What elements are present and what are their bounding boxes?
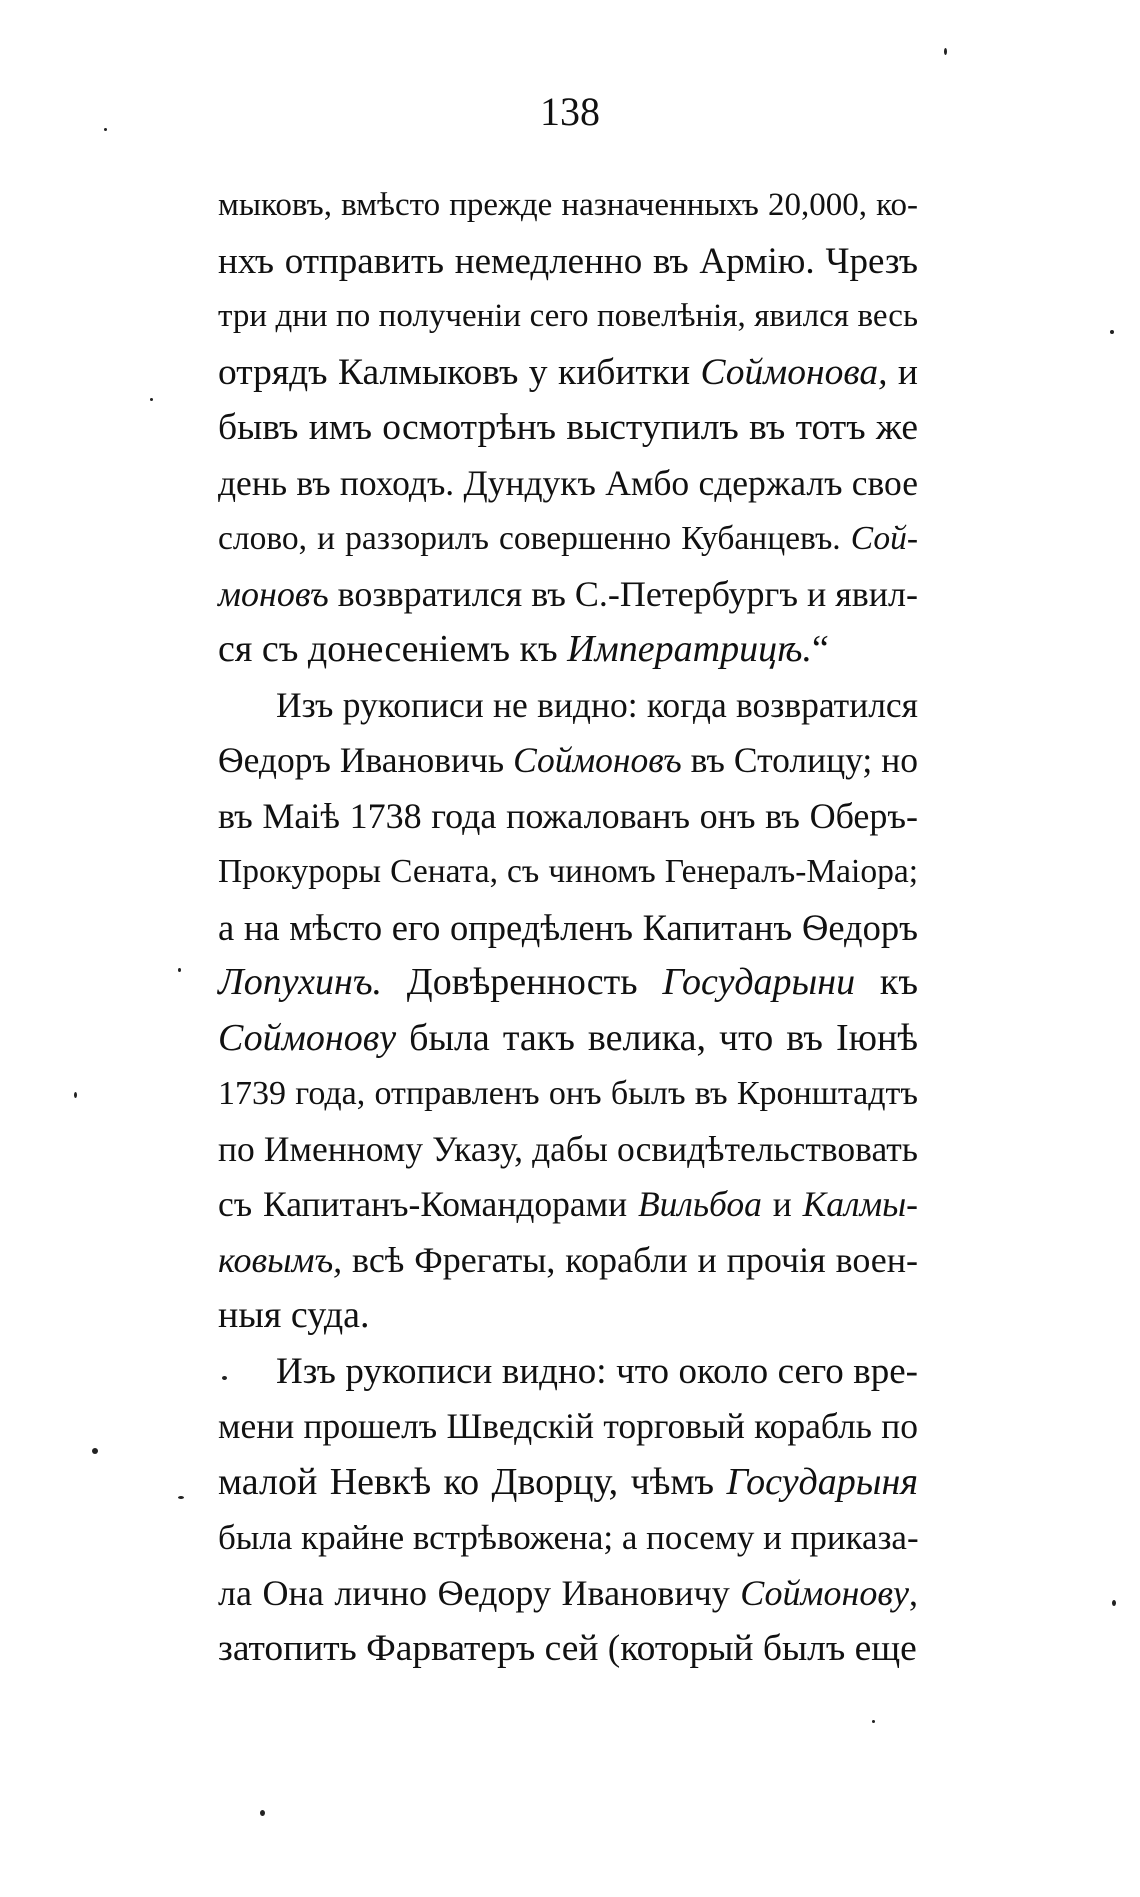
scan-speck <box>1110 330 1114 334</box>
text-segment: ла Она лично Ѳедору Ивановичу <box>218 1572 741 1613</box>
text-segment: 1739 года, отправленъ онъ былъ въ Кронштадтъ <box>218 1075 918 1112</box>
text-segment: малой Невкѣ ко Дворцу, чѣмъ <box>218 1460 727 1503</box>
text-line <box>218 567 918 623</box>
italic-name: ковымъ, <box>218 1239 343 1280</box>
text-line <box>218 1011 918 1067</box>
text-segment: три дни по полученіи сего повелѣнія, явился весь <box>218 298 918 334</box>
text-line <box>218 1177 918 1233</box>
text-segment: въ Столицу; но <box>681 740 918 780</box>
text-segment: день въ походъ. Дундукъ Амбо сдержалъ свое <box>218 462 918 503</box>
italic-name: Государыни <box>662 961 856 1003</box>
scan-speck <box>74 1092 77 1098</box>
scan-speck <box>260 1810 265 1816</box>
text-segment: Довѣренность <box>382 961 663 1003</box>
body-text <box>218 178 918 1677</box>
text-segment: Изъ рукописи не видно: когда возвратился <box>276 684 918 725</box>
text-line <box>218 1566 918 1622</box>
text-segment: была такъ велика, что въ Іюнѣ <box>396 1016 918 1059</box>
italic-name: Соймонову <box>740 1572 909 1613</box>
text-line <box>218 1621 918 1677</box>
scan-speck <box>178 968 181 972</box>
text-line <box>218 1344 918 1400</box>
italic-name: Калмы- <box>802 1184 918 1224</box>
text-line <box>218 345 918 401</box>
text-line <box>218 678 918 734</box>
text-line <box>218 900 918 956</box>
text-segment: была крайне встрѣвожена; а посему и приказа- <box>218 1518 919 1557</box>
text-segment: и <box>887 351 918 393</box>
scan-speck <box>150 398 153 401</box>
text-segment: ся съ донесеніемъ къ <box>218 628 568 670</box>
text-line <box>218 955 918 1011</box>
scan-speck <box>872 1720 875 1723</box>
text-line <box>218 844 918 900</box>
italic-name: Лопухинъ. <box>218 961 383 1003</box>
page-number: 138 <box>540 89 600 134</box>
text-line <box>218 289 918 345</box>
text-segment: отрядъ Калмыковъ у кибитки <box>218 351 701 393</box>
text-segment: нхъ отправить немедленно въ Армію. Чрезъ <box>218 240 918 282</box>
text-segment: а на мѣсто его опредѣленъ Капитанъ Ѳедоръ <box>218 906 918 948</box>
scan-speck <box>178 1496 184 1499</box>
text-line <box>218 1288 918 1344</box>
italic-name: Вильбоа <box>637 1184 762 1224</box>
scan-speck <box>104 128 107 131</box>
text-line <box>218 622 918 678</box>
text-segment: по Именному Указу, дабы освидѣтельствовать <box>218 1128 918 1169</box>
scan-speck <box>92 1448 98 1454</box>
text-line <box>218 733 918 789</box>
scan-speck <box>944 48 947 55</box>
text-line <box>218 234 918 290</box>
text-segment: затопить Фарватеръ сей (который былъ еще <box>218 1628 917 1669</box>
text-line <box>218 400 918 456</box>
text-segment: Ѳедоръ Ивановичь <box>218 740 514 780</box>
text-segment: Прокуроры Сената, съ чиномъ Генералъ-Маіора; <box>218 853 918 890</box>
scan-speck <box>1112 1600 1116 1606</box>
italic-name: Соймоновъ <box>513 740 682 780</box>
italic-name: моновъ <box>218 573 329 614</box>
italic-name: Соймонова, <box>700 351 888 393</box>
text-segment: съ Капитанъ-Командорами <box>218 1184 638 1224</box>
text-line <box>218 456 918 512</box>
text-segment: мыковъ, вмѣсто прежде назначенныхъ 20,000, ко- <box>218 187 918 223</box>
text-line <box>218 178 918 234</box>
text-line <box>218 1066 918 1122</box>
text-segment: и <box>761 1184 803 1224</box>
text-line <box>218 511 918 567</box>
text-segment: бывъ имъ осмотрѣнъ выступилъ въ тотъ же <box>218 407 918 448</box>
text-segment: всѣ Фрегаты, корабли и прочія воен- <box>342 1239 918 1280</box>
italic-name: Государыня <box>726 1460 918 1503</box>
text-segment: “ <box>811 628 829 670</box>
text-segment: къ <box>855 961 918 1003</box>
italic-name: Императрицѣ. <box>567 628 812 670</box>
text-line <box>218 1455 918 1511</box>
text-segment: мени прошелъ Шведскій торговый корабль по <box>218 1406 918 1446</box>
scan-speck <box>222 1376 227 1380</box>
text-segment: слово, и раззорилъ совершенно Кубанцевъ. <box>218 520 851 557</box>
text-segment: Изъ рукописи видно: что около сего вре- <box>276 1350 918 1392</box>
text-segment: возвратился въ С.-Петербургъ и явил- <box>328 573 918 614</box>
text-segment: ныя суда. <box>218 1294 370 1336</box>
text-line <box>218 1510 918 1566</box>
text-segment: въ Маіѣ 1738 года пожалованъ онъ въ Оберъ- <box>218 795 918 836</box>
text-segment: , <box>909 1572 918 1613</box>
text-line <box>218 1122 918 1178</box>
italic-name: Соймонову <box>218 1016 397 1059</box>
text-line <box>218 1233 918 1289</box>
text-line <box>218 789 918 845</box>
text-line <box>218 1399 918 1455</box>
italic-name: Сой- <box>850 520 918 557</box>
